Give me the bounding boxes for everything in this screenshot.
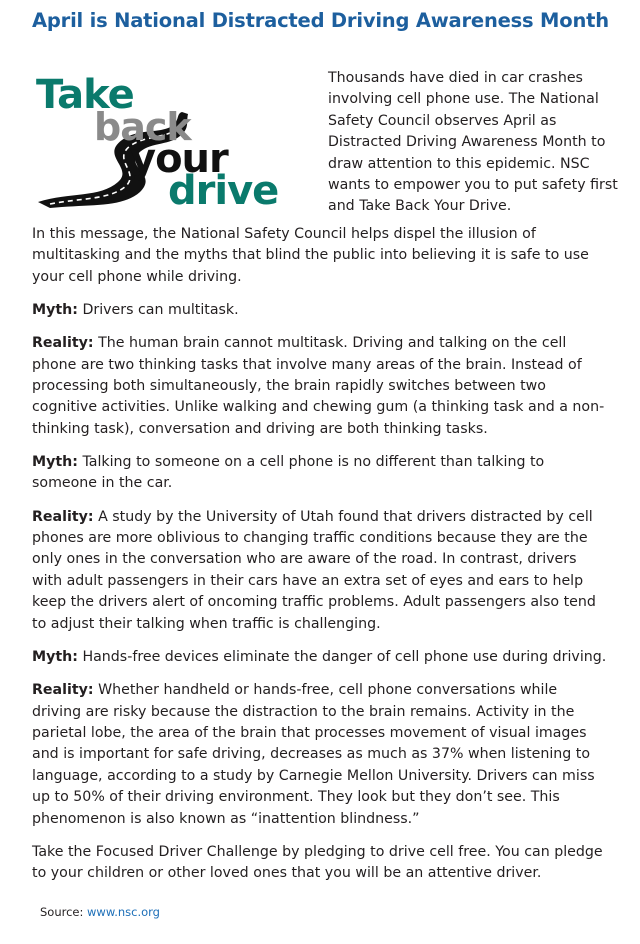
paragraph-lead: Reality: — [32, 508, 94, 525]
paragraph-closing — [32, 842, 607, 885]
article-body — [32, 224, 607, 896]
logo-text-take: Take — [36, 72, 134, 118]
logo-text-drive: drive — [168, 168, 279, 210]
paragraph-lead: Myth: — [32, 648, 78, 665]
paragraph-reality — [32, 507, 607, 635]
source-link[interactable]: www.nsc.org — [87, 905, 160, 919]
paragraph-lead: Reality: — [32, 682, 94, 699]
paragraph-lead: Myth: — [32, 454, 78, 471]
paragraph-text: Talking to someone on a cell phone is no different than talking to someone in the car. — [32, 454, 545, 492]
intro-paragraph: Thousands have died in car crashes involving cell phone use. The National Safety Council observes April as Distracted Driving Awareness Month to draw attention to this epidemic. NSC wants to empower you to put safety first and Take Back Your Drive. — [328, 70, 618, 215]
paragraph-text: Whether handheld or hands-free, cell phone conversations while driving are risky because the distraction to the brain remains. Activity in the parietal lobe, the area of the brain that processes movement of visual images and is important for safe driving, decreases as much as 37% when listening to language, according to a study by Carnegie Mellon University. Drivers can miss up to 50% of their driving environment. They look but they don’t see. This phenomenon is also known as “inattention blindness.” — [32, 682, 595, 827]
paragraph-text: Take the Focused Driver Challenge by pledging to drive cell free. You can pledge to your children or other loved ones that you will be an attentive driver. — [32, 843, 603, 882]
paragraph-text: Hands-free devices eliminate the danger of cell phone use during driving. — [77, 648, 607, 665]
paragraph-text: The human brain cannot multitask. Driving and talking on the cell phone are two thinking tasks that involve many areas of the brain. Instead of processing both simultaneously, the brain rapidly switches between two cognitive activities. Unlike walking and chewing gum (a thinking task and a non-thinking task), conversation and driving are both thinking tasks. — [32, 335, 605, 437]
paragraph-myth — [32, 300, 607, 321]
paragraph-myth — [32, 647, 607, 668]
paragraph-lead: Myth: — [32, 302, 78, 319]
source-label: Source: — [40, 905, 88, 919]
paragraph-myth — [32, 452, 607, 495]
logo-text-your: your — [130, 136, 228, 182]
take-back-your-drive-logo — [30, 70, 315, 210]
source-line — [40, 905, 160, 919]
paragraph-reality — [32, 680, 607, 830]
paragraph-text: A study by the University of Utah found that drivers distracted by cell phones are more oblivious to changing traffic conditions because they are the only ones in the conversation who are aware of the road. In contrast, drivers with adult passengers in their cars have an extra set of eyes and ears to help keep the drivers alert of oncoming traffic problems. Adult passengers also tend to adjust their talking when traffic is challenging. — [32, 508, 596, 632]
page-title: April is National Distracted Driving Awareness Month — [32, 9, 609, 32]
logo-text-back: back — [94, 105, 191, 149]
paragraph-lead: Reality: — [32, 335, 94, 352]
paragraph-intro — [32, 224, 607, 288]
paragraph-reality — [32, 333, 607, 440]
paragraph-text: Drivers can multitask. — [77, 302, 239, 319]
paragraph-text: In this message, the National Safety Council helps dispel the illusion of multitasking and the myths that blind the public into believing it is safe to use your cell phone while driving. — [32, 226, 589, 285]
